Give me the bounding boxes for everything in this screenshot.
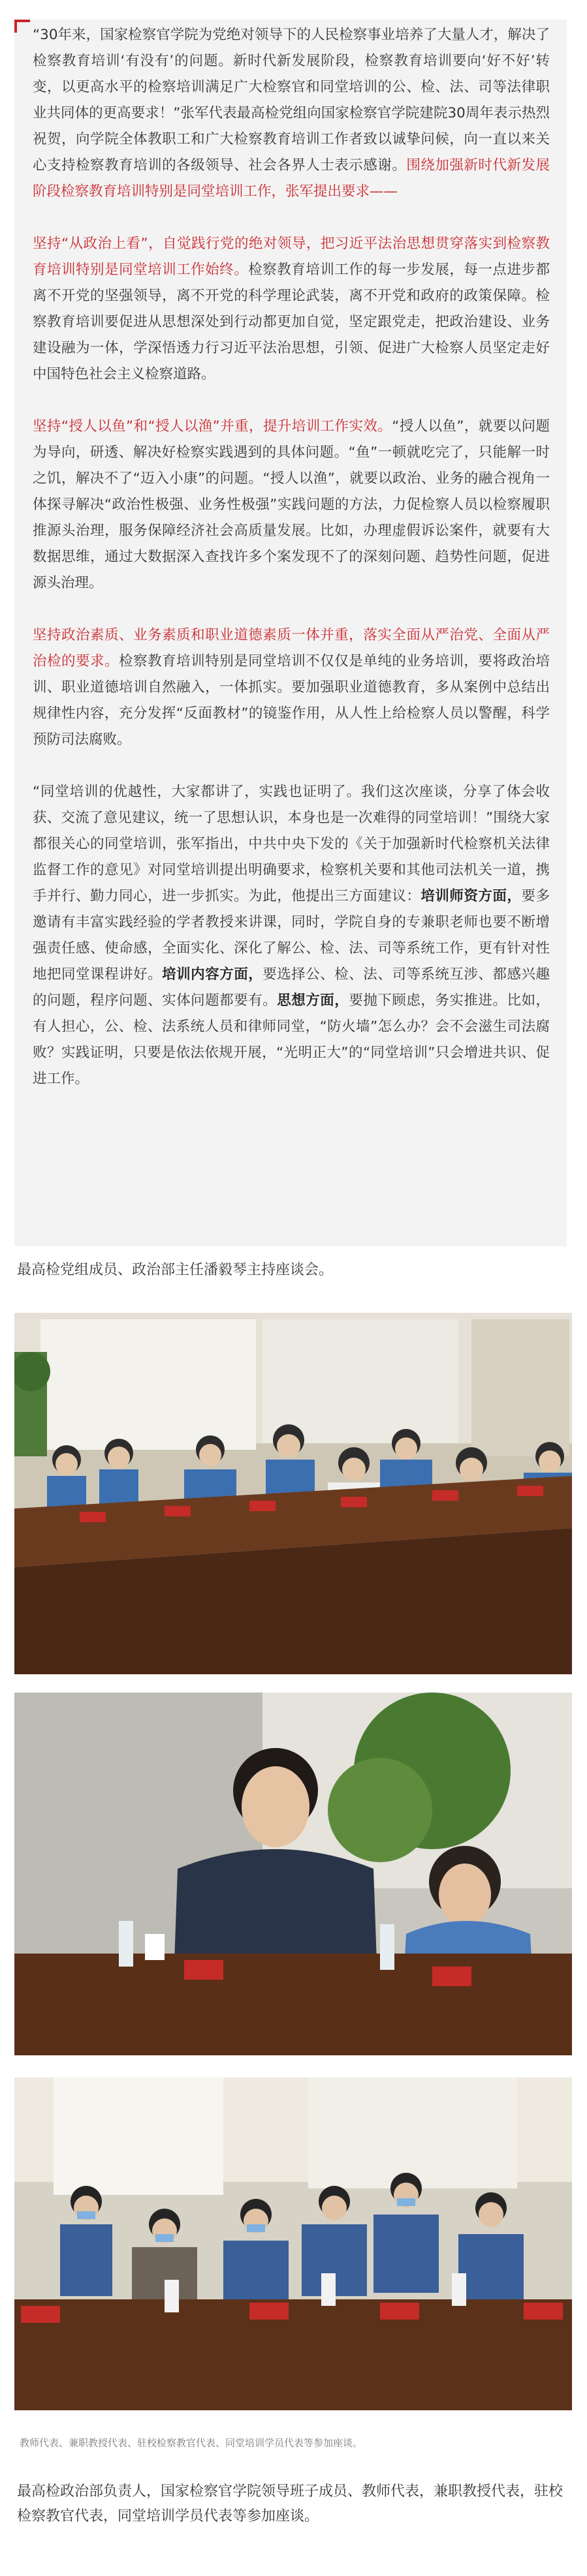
quote-paragraph-5 [33,779,550,1092]
p5-text-4: 要抛下顾虑，务实推进。比如，有人担心，公、检、法系统人员和律师同堂，“防火墙”怎么办？会不会滋生司法腐败？实践证明，只要是依法依规开展，“光明正大”的“同堂培训”只会增进共识、促进工作。 [33,992,550,1087]
quote-paragraph-3 [33,414,550,596]
p5-text-3: 要选择公、检、法、司等系统互涉、都感兴趣的问题，程序问题、实体问题都要有。 [33,966,550,1009]
quote-box [14,20,567,1246]
meeting-photo-3-image [14,2078,572,2453]
quote-paragraph-2 [33,231,550,388]
p5-bold-2: 培训内容方面， [162,966,263,983]
p2-red-text: 坚持“从政治上看”，自觉践行党的绝对领导，把习近平法治思想贯穿落实到检察教育培训特别是同堂培训工作始终。 [33,236,550,278]
caption-2: 最高检政治部负责人，国家检察官学院领导班子成员、教师代表，兼职教授代表，驻校检察教官代表，同堂培训学员代表等参加座谈。 [17,2483,563,2524]
p1-text: “30年来，国家检察官学院为党绝对领导下的人民检察事业培养了大量人才，解决了检察教育培训‘有没有’的问题。新时代新发展阶段，检察教育培训要向‘好不好’转变，以更高水平的检察培训满足广大检察官和同堂培训的公、检、法、司等法律职业共同体的更高要求！”张军代表最高检党组向国家检察官学院建院30周年表示热烈祝贺，向学院全体教职工和广大检察教育培训工作者致以诚挚问候，向一直以来关心支持检察教育培训的各级领导、社会各界人士表示感谢。 [33,27,550,174]
p5-bold-1: 培训师资方面， [420,888,522,904]
quote-corner-mark [14,20,30,33]
meeting-photo-2 [14,1693,572,2055]
photo-3-caption: 教师代表、兼职教授代表、驻校检察教官代表、同堂培训学员代表等参加座谈。 [20,2437,363,2449]
quote-paragraph-1 [33,22,550,205]
p3-text: “授人以鱼”，就要以问题为导向，研透、解决好检察实践遇到的具体问题。“鱼”一顿就吃完了，只能解一时之饥，解决不了“迈入小康”的问题。“授人以渔”，就要以政治、业务的融合视角一体探寻解决“政治性极强、业务性极强”实践问题的方法，力促检察人员以检察履职推源头治理，服务保障经济社会高质量发展。比如，办理虚假诉讼案件，就要有大数据思维，通过大数据深入查找许多个案发现不了的深刻问题、趋势性问题，促进源头治理。 [33,418,550,591]
p4-red-text: 坚持政治素质、业务素质和职业道德素质一体并重，落实全面从严治党、全面从严治检的要求。 [33,627,550,669]
meeting-photo-1 [14,1313,572,1674]
p2-text: 检察教育培训工作的每一步发展，每一点进步都离不开党的坚强领导，离不开党的科学理论武装，离不开党和政府的政策保障。检察教育培训要促进从思想深处到行动都更加自觉，坚定跟党走，把政治建设、业务建设融为一体，学深悟透力行习近平法治思想，引领、促进广大检察人员坚定走好中国特色社会主义检察道路。 [33,262,550,382]
caption-1: 最高检党组成员、政治部主任潘毅琴主持座谈会。 [17,1262,334,1278]
p1-red-text: 围绕加强新时代新发展阶段检察教育培训特别是同堂培训工作，张军提出要求—— [33,157,550,200]
meeting-photo-3 [14,2078,572,2453]
p3-red-text: 坚持“授人以鱼”和“授人以渔”并重，提升培训工作实效。 [33,418,392,435]
p5-text-2: 要多邀请有丰富实践经验的学者教授来讲课，同时，学院自身的专兼职老师也要不断增强责任感、使命感，全面实化、深化了解公、检、法、司等系统工作，更有针对性地把同堂课程讲好。 [33,888,550,983]
meeting-photo-2-image [14,1693,572,2055]
p5-text-1: “同堂培训的优越性，大家都讲了，实践也证明了。我们这次座谈，分享了体会收获、交流了意见建议，统一了思想认识，本身也是一次难得的同堂培训！”围绕大家都很关心的同堂培训，张军指出，中共中央下发的《关于加强新时代检察机关法律监督工作的意见》对同堂培训提出明确要求，检察机关要和其他司法机关一道，携手并行、勤力同心，进一步抓实。为此，他提出三方面建议： [33,784,550,904]
p4-text: 检察教育培训特别是同堂培训不仅仅是单纯的业务培训，要将政治培训、职业道德培训自然融入，一体抓实。要加强职业道德教育，多从案例中总结出规律性内容，充分发挥“反面教材”的镜鉴作用，从人性上给检察人员以警醒，科学预防司法腐败。 [33,653,550,748]
meeting-photo-1-image [14,1313,572,1674]
quote-paragraph-4 [33,622,550,753]
p5-bold-3: 思想方面， [277,992,349,1009]
